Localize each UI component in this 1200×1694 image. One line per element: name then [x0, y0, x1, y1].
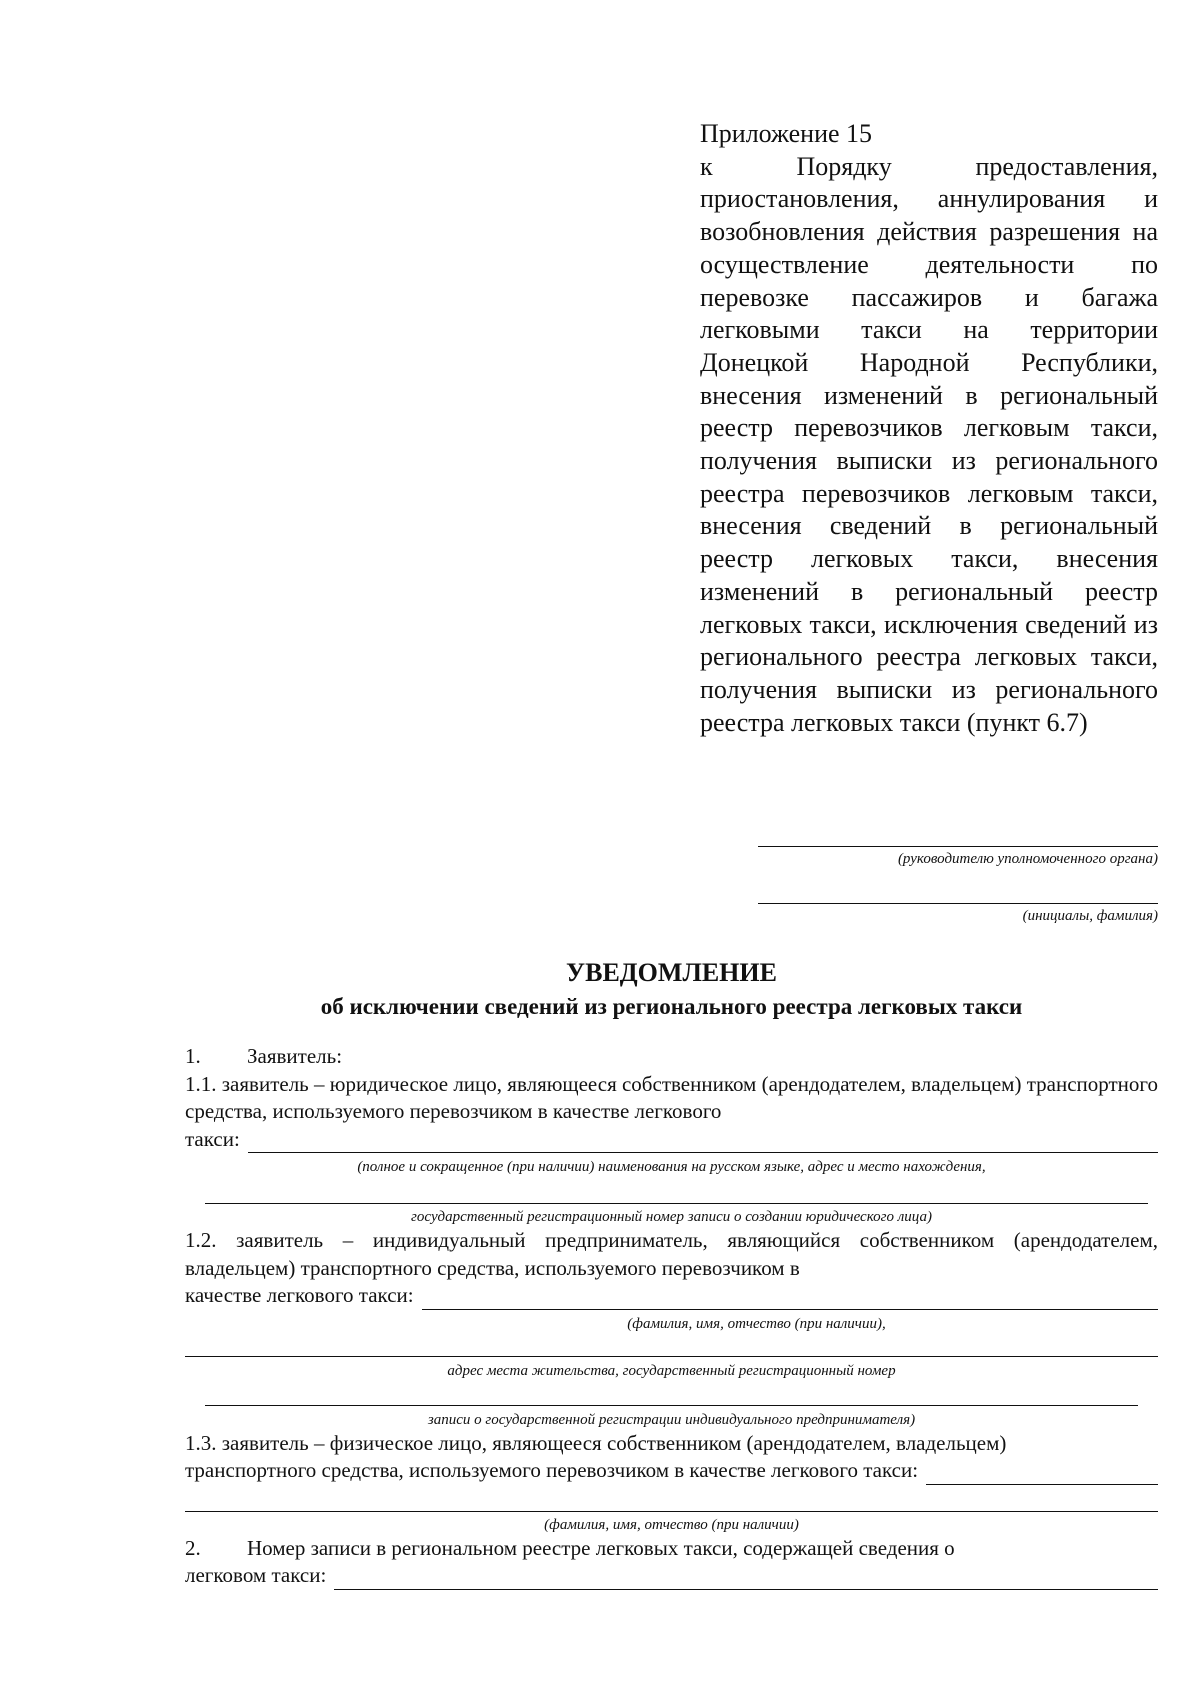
item-1-3-caption-1: (фамилия, имя, отчество (при наличии) — [544, 1516, 799, 1533]
item-1-3-body: заявитель – физическое лицо, являющееся собственником (арендодателем, владельцем) — [221, 1430, 1007, 1455]
item-1-2-input-line-3[interactable] — [205, 1405, 1138, 1406]
section-1-header — [185, 1043, 1158, 1071]
item-1-1-number: 1.1. — [185, 1071, 217, 1096]
item-1-1-input-line[interactable] — [248, 1132, 1158, 1153]
section-2-text — [185, 1535, 1158, 1563]
item-1-2-caption-1: (фамилия, имя, отчество (при наличии), — [627, 1315, 886, 1332]
section-1-number: 1. — [185, 1044, 201, 1068]
addressee-head-caption: (руководителю уполномоченного органа) — [897, 851, 1158, 867]
item-1-1-text — [185, 1071, 1158, 1126]
item-1-2-caption-3: записи о государственной регистрации индивидуального предпринимателя) — [427, 1411, 916, 1428]
appendix-block — [700, 118, 1158, 739]
document-title: УВЕДОМЛЕНИЕ — [566, 958, 777, 987]
item-1-3-number: 1.3. — [185, 1430, 217, 1455]
item-1-3-tail: транспортного средства, используемого перевозчиком в качестве легкового такси: — [185, 1458, 919, 1482]
item-1-1-input-row — [185, 1126, 1158, 1154]
item-1-1-input-line-2[interactable] — [205, 1203, 1148, 1204]
document-heading — [185, 958, 1158, 1022]
addressee-head-field — [758, 846, 1158, 868]
addressee-name-line[interactable] — [758, 903, 1158, 904]
item-1-1-body: заявитель – юридическое лицо, являющееся собственником (арендодателем, владельцем) транспортного средства, используемого перевозчиком в качестве легкового — [185, 1071, 1158, 1123]
appendix-text: к Порядку предоставления, приостановления, аннулирования и возобновления действия разрешения на осуществление деятельности по перевозке пассажиров и багажа легковыми такси на территории Донецкой Народной Республики, внесения изменений в региональный реестр перевозчиков легковым такси, получения выписки из регионального реестра перевозчиков легковым такси, внесения сведений в региональный реестр легковых такси, внесения изменений в региональный реестр легковых такси, исключения сведений из регионального реестра легковых такси, получения выписки из регионального реестра легковых такси (пункт 6.7) — [700, 151, 1158, 737]
section-2-tail: легковом такси: — [185, 1563, 327, 1587]
addressee-name-field — [758, 903, 1158, 925]
item-1-1-tail: такси: — [185, 1126, 240, 1151]
form-body — [185, 1043, 1158, 1590]
item-1-2-body: заявитель – индивидуальный предприниматель, являющийся собственником (арендодателем, владельцем) транспортного средства, используемого перевозчиком в — [185, 1228, 1159, 1280]
item-1-1-caption-1: (полное и сокращенное (при наличии) наименования на русском языке, адрес и место нахождения, — [357, 1159, 986, 1175]
item-1-3-text — [185, 1430, 1158, 1458]
addressee-name-caption: (инициалы, фамилия) — [1022, 908, 1158, 924]
addressee-head-line[interactable] — [758, 846, 1158, 847]
document-subtitle: об исключении сведений из регионального реестра легковых такси — [320, 994, 1023, 1019]
section-2-input-line[interactable] — [334, 1569, 1158, 1590]
section-2-number: 2. — [185, 1535, 201, 1560]
item-1-2-number: 1.2. — [185, 1228, 217, 1252]
appendix-title: Приложение 15 — [700, 119, 873, 148]
item-1-3-input-row — [185, 1457, 1158, 1485]
item-1-2-caption-2: адрес места жительства, государственный регистрационный номер — [447, 1362, 896, 1379]
item-1-2-text — [185, 1227, 1158, 1282]
section-1-label: Заявитель: — [247, 1044, 343, 1068]
item-1-1-caption-2: государственный регистрационный номер записи о создании юридического лица) — [411, 1209, 932, 1225]
item-1-3-input-line-2[interactable] — [185, 1511, 1158, 1512]
section-2-input-row — [185, 1562, 1158, 1590]
item-1-2-tail: качестве легкового такси: — [185, 1283, 414, 1307]
item-1-2-input-line[interactable] — [422, 1289, 1158, 1310]
item-1-3-input-line[interactable] — [926, 1464, 1158, 1485]
item-1-2-input-row — [185, 1282, 1158, 1310]
item-1-2-input-line-2[interactable] — [185, 1356, 1158, 1357]
section-2-body: Номер записи в региональном реестре легковых такси, содержащей сведения о — [247, 1535, 955, 1560]
